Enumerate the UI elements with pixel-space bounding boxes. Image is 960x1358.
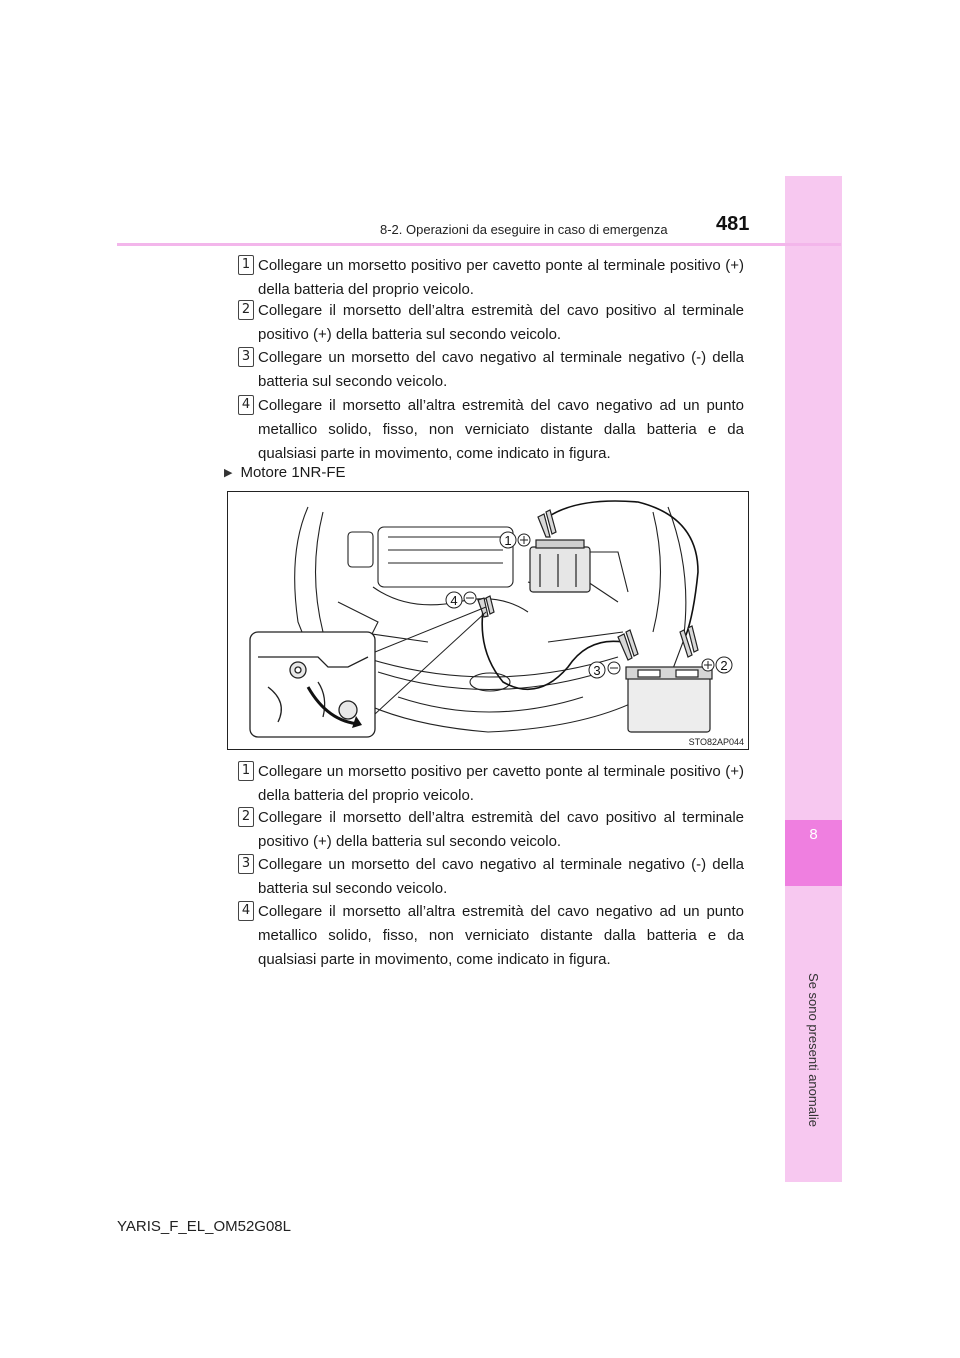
section-title: 8-2. Operazioni da eseguire in caso di emergenza	[380, 222, 668, 237]
engine-bullet	[224, 464, 346, 481]
engine-label: Motore 1NR-FE	[240, 464, 346, 481]
step-text: Collegare un morsetto del cavo negativo al terminale negativo (-) della batteria sul secondo veicolo.	[258, 349, 744, 390]
step-item	[238, 806, 744, 854]
step-number-badge: 4	[238, 395, 254, 415]
step-number-badge: 2	[238, 807, 254, 827]
document-code: YARIS_F_EL_OM52G08L	[117, 1218, 291, 1235]
step-number-badge: 1	[238, 255, 254, 275]
step-text: Collegare il morsetto all’altra estremità del cavo negativo ad un punto metallico solido, fisso, non verniciato distante dalla batteria e da qualsiasi parte in movimento, come indicato in figura.	[258, 397, 744, 462]
step-item	[238, 900, 744, 972]
step-number-badge: 3	[238, 347, 254, 367]
chapter-number: 8	[809, 826, 818, 843]
step-number-badge: 1	[238, 761, 254, 781]
figure-code: STO82AP044	[688, 737, 744, 747]
step-number-badge: 2	[238, 300, 254, 320]
step-text: Collegare un morsetto del cavo negativo al terminale negativo (-) della batteria sul secondo veicolo.	[258, 856, 744, 897]
chapter-label: Se sono presenti anomalie	[806, 973, 822, 1127]
engine-bay-illustration	[228, 492, 748, 749]
callout-4: 4	[450, 593, 458, 608]
step-text: Collegare un morsetto positivo per cavetto ponte al terminale positivo (+) della batteria del proprio veicolo.	[258, 257, 744, 298]
callout-3: 3	[593, 663, 601, 678]
step-text: Collegare il morsetto all’altra estremità del cavo negativo ad un punto metallico solido, fisso, non verniciato distante dalla batteria e da qualsiasi parte in movimento, come indicato in figura.	[258, 903, 744, 968]
step-item	[238, 254, 744, 302]
step-number-badge: 4	[238, 901, 254, 921]
step-item	[238, 853, 744, 901]
step-number-badge: 3	[238, 854, 254, 874]
step-text: Collegare un morsetto positivo per cavetto ponte al terminale positivo (+) della batteria del proprio veicolo.	[258, 763, 744, 804]
step-item	[238, 760, 744, 808]
jump-start-figure	[227, 491, 749, 750]
page-number: 481	[716, 213, 750, 235]
callout-1: 1	[504, 533, 512, 548]
step-item	[238, 394, 744, 466]
triangle-bullet-icon: ▶	[224, 467, 233, 479]
step-text: Collegare il morsetto dell’altra estremità del cavo positivo al terminale positivo (+) della batteria sul secondo veicolo.	[258, 809, 744, 850]
step-item	[238, 299, 744, 347]
step-item	[238, 346, 744, 394]
header-divider	[117, 243, 841, 246]
step-text: Collegare il morsetto dell’altra estremità del cavo positivo al terminale positivo (+) della batteria sul secondo veicolo.	[258, 302, 744, 343]
callout-2: 2	[720, 658, 728, 673]
